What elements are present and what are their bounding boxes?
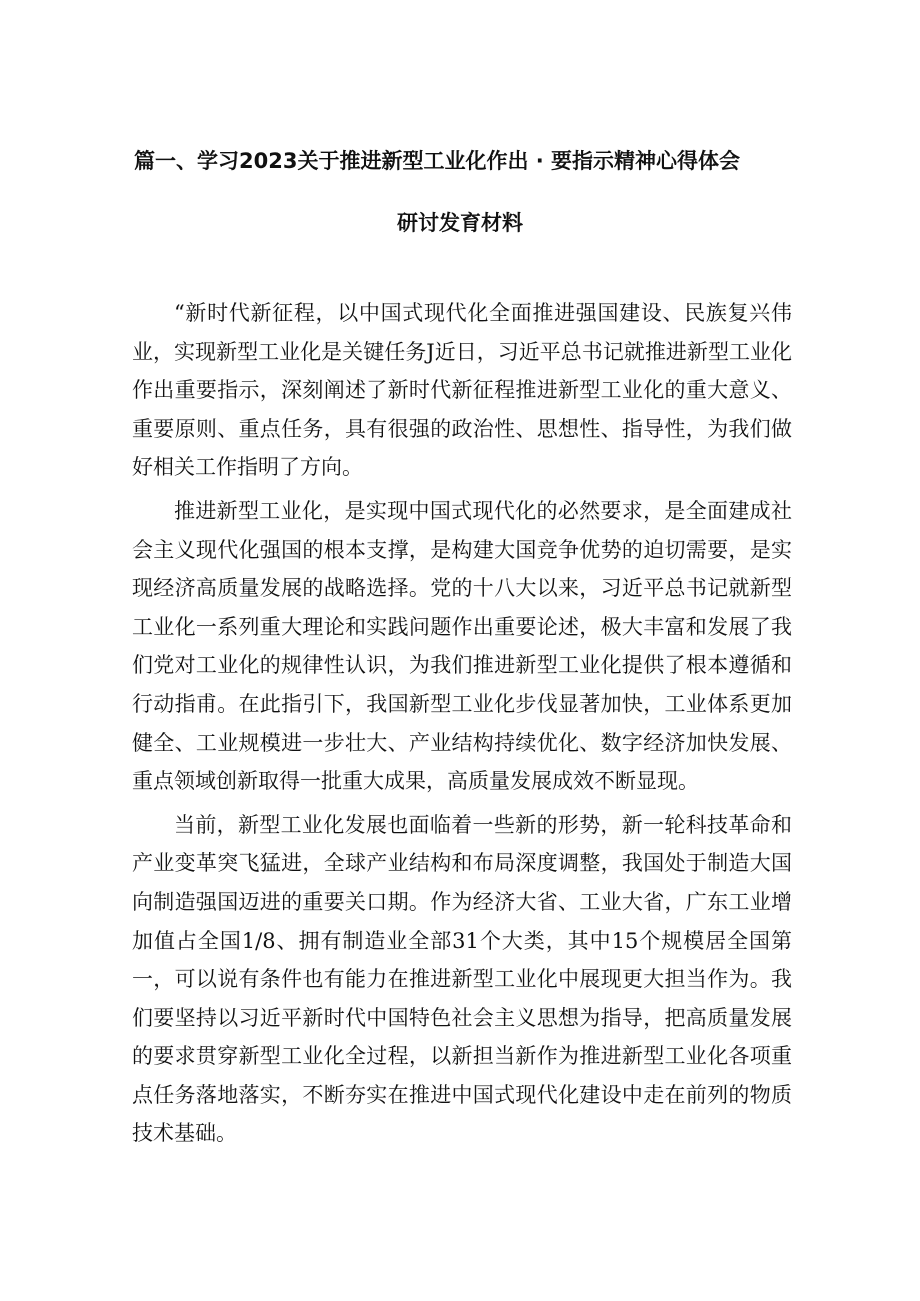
document-title-line-1: 篇一、学习2023关于推进新型工业化作出 · 要指示精神心得体会 xyxy=(134,149,741,173)
paragraph-1: “新时代新征程，以中国式现代化全面推进强国建设、民族复兴伟业，实现新型工业化是关键任务J近日，习近平总书记就推进新型工业化作出重要指示，深刻阐述了新时代新征程推进新型工业化的重大意义、重要原则、重点任务，具有很强的政治性、思想性、指导性，为我们做好相关工作指明了方向。 xyxy=(132,301,792,480)
document-title-line-2: 研讨发育材料 xyxy=(397,211,523,235)
document-body xyxy=(132,294,792,1158)
paragraph-2: 推进新型工业化，是实现中国式现代化的必然要求，是全面建成社会主义现代化强国的根本支撑，是构建大国竞争优势的迫切需要，是实现经济高质量发展的战略选择。党的十八大以来，习近平总书记就新型工业化一系列重大理论和实践问题作出重要论述，极大丰富和发展了我们党对工业化的规律性认识，为我们推进新型工业化提供了根本遵循和行动指甫。在此指引下，我国新型工业化步伐显著加快，工业体系更加健全、工业规模进一步壮大、产业结构持续优化、数字经济加快发展、重点领域创新取得一批重大成果，高质量发展成效不断显现。 xyxy=(132,498,792,794)
paragraph-3: 当前，新型工业化发展也面临着一些新的形势，新一轮科技革命和产业变革突飞猛进，全球产业结构和布局深度调整，我国处于制造大国向制造强国迈进的重要关口期。作为经济大省、工业大省，广东工业增加值占全国1/8、拥有制造业全部31个大类，其中15个规模居全国第一，可以说有条件也有能力在推进新型工业化中展现更大担当作为。我们要坚持以习近平新时代中国特色社会主义思想为指导，把高质量发展的要求贯穿新型工业化全过程，以新担当新作为推进新型工业化各项重点任务落地落实，不断夯实在推进中国式现代化建设中走在前列的物质技术基础。 xyxy=(132,812,792,1146)
